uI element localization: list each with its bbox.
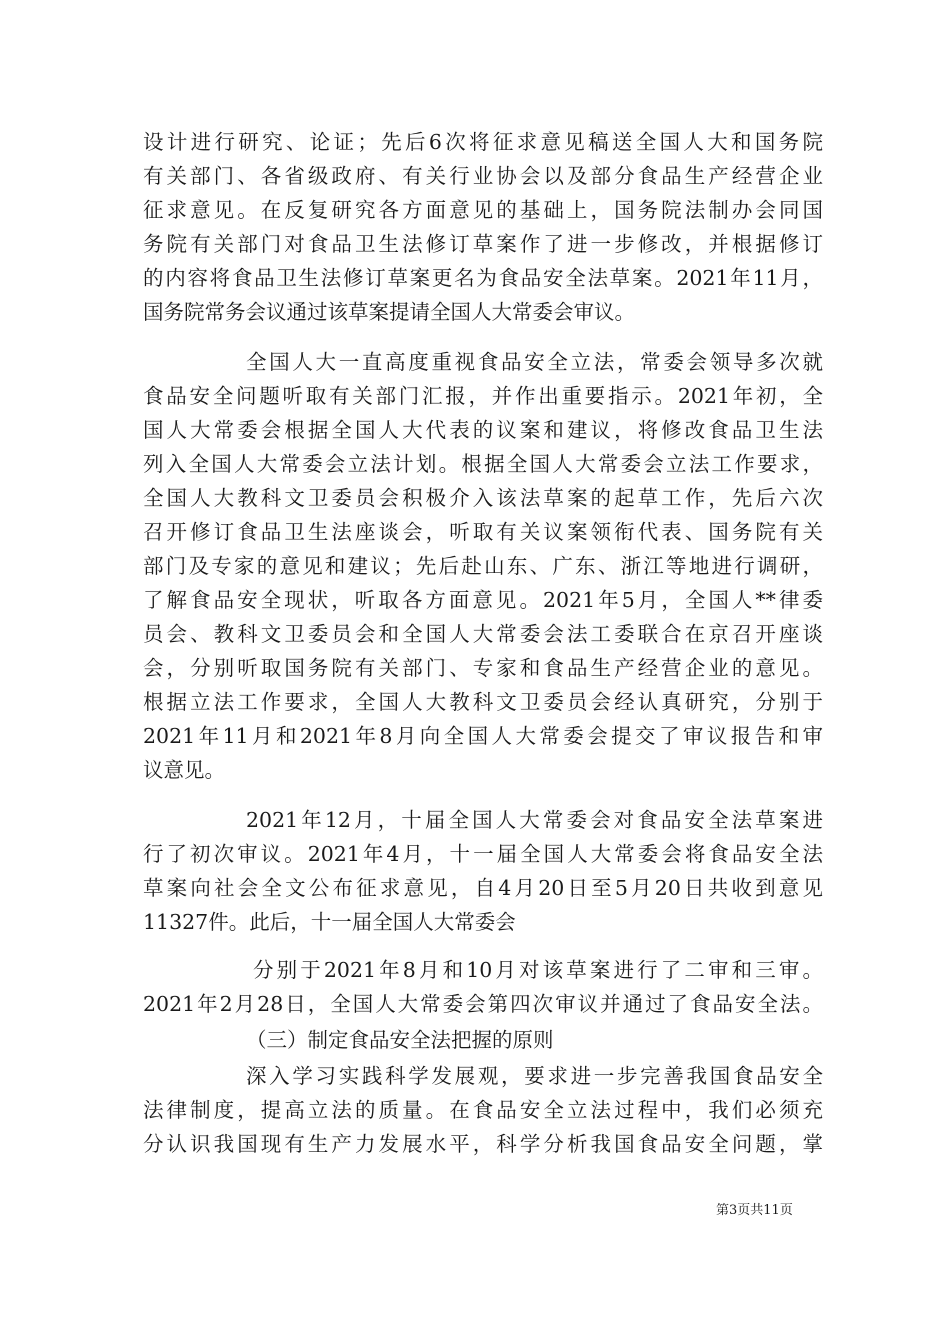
text-line: 国务院常务会议通过该草案提请全国人大常委会审议。 bbox=[143, 300, 635, 324]
text-line: 全国人大教科文卫委员会积极介入该法草案的起草工作，先后六次 bbox=[143, 486, 823, 510]
text-line: 设计进行研究、论证；先后6次将征求意见稿送全国人大和国务院 bbox=[143, 130, 823, 154]
text-line: 法律制度，提高立法的质量。在食品安全立法过程中，我们必须充 bbox=[143, 1098, 823, 1122]
text-line: 分认识我国现有生产力发展水平，科学分析我国食品安全问题，掌 bbox=[143, 1132, 823, 1156]
paragraph-first-line: 2021年12月，十届全国人大常委会对食品安全法草案进 bbox=[246, 808, 823, 832]
text-line: 部门及专家的意见和建议；先后赴山东、广东、浙江等地进行调研， bbox=[143, 554, 823, 578]
text-line: 食品安全问题听取有关部门汇报，并作出重要指示。2021年初，全 bbox=[143, 384, 823, 408]
text-line: 11327件。此后，十一届全国人大常委会 bbox=[143, 910, 516, 934]
text-line: 议意见。 bbox=[143, 758, 225, 782]
text-line: 的内容将食品卫生法修订草案更名为食品安全法草案。2021年11月， bbox=[143, 266, 823, 290]
text-line: 会，分别听取国务院有关部门、专家和食品生产经营企业的意见。 bbox=[143, 656, 823, 680]
text-line: 了解食品安全现状，听取各方面意见。2021年5月，全国人**律委 bbox=[143, 588, 823, 612]
text-line: 国人大常委会根据全国人大代表的议案和建议，将修改食品卫生法 bbox=[143, 418, 823, 442]
paragraph-first-line: 深入学习实践科学发展观，要求进一步完善我国食品安全 bbox=[246, 1064, 823, 1088]
section-heading: （三）制定食品安全法把握的原则 bbox=[246, 1028, 554, 1052]
page-number-footer: 第3页共11页 bbox=[716, 1203, 793, 1218]
paragraph-first-line: 全国人大一直高度重视食品安全立法，常委会领导多次就 bbox=[246, 350, 823, 374]
text-line: 征求意见。在反复研究各方面意见的基础上，国务院法制办会同国 bbox=[143, 198, 823, 222]
text-line: 根据立法工作要求，全国人大教科文卫委员会经认真研究，分别于 bbox=[143, 690, 823, 714]
text-line: 召开修订食品卫生法座谈会，听取有关议案领衔代表、国务院有关 bbox=[143, 520, 823, 544]
text-line: 草案向社会全文公布征求意见，自4月20日至5月20日共收到意见 bbox=[143, 876, 823, 900]
text-line: 员会、教科文卫委员会和全国人大常委会法工委联合在京召开座谈 bbox=[143, 622, 823, 646]
paragraph-first-line: 分别于2021年8月和10月对该草案进行了二审和三审。 bbox=[253, 958, 823, 982]
text-line: 2021年11月和2021年8月向全国人大常委会提交了审议报告和审 bbox=[143, 724, 823, 748]
text-line: 2021年2月28日，全国人大常委会第四次审议并通过了食品安全法。 bbox=[143, 992, 823, 1016]
text-line: 务院有关部门对食品卫生法修订草案作了进一步修改，并根据修订 bbox=[143, 232, 823, 256]
text-line: 有关部门、各省级政府、有关行业协会以及部分食品生产经营企业 bbox=[143, 164, 823, 188]
text-line: 列入全国人大常委会立法计划。根据全国人大常委会立法工作要求， bbox=[143, 452, 823, 476]
text-line: 行了初次审议。2021年4月，十一届全国人大常委会将食品安全法 bbox=[143, 842, 823, 866]
